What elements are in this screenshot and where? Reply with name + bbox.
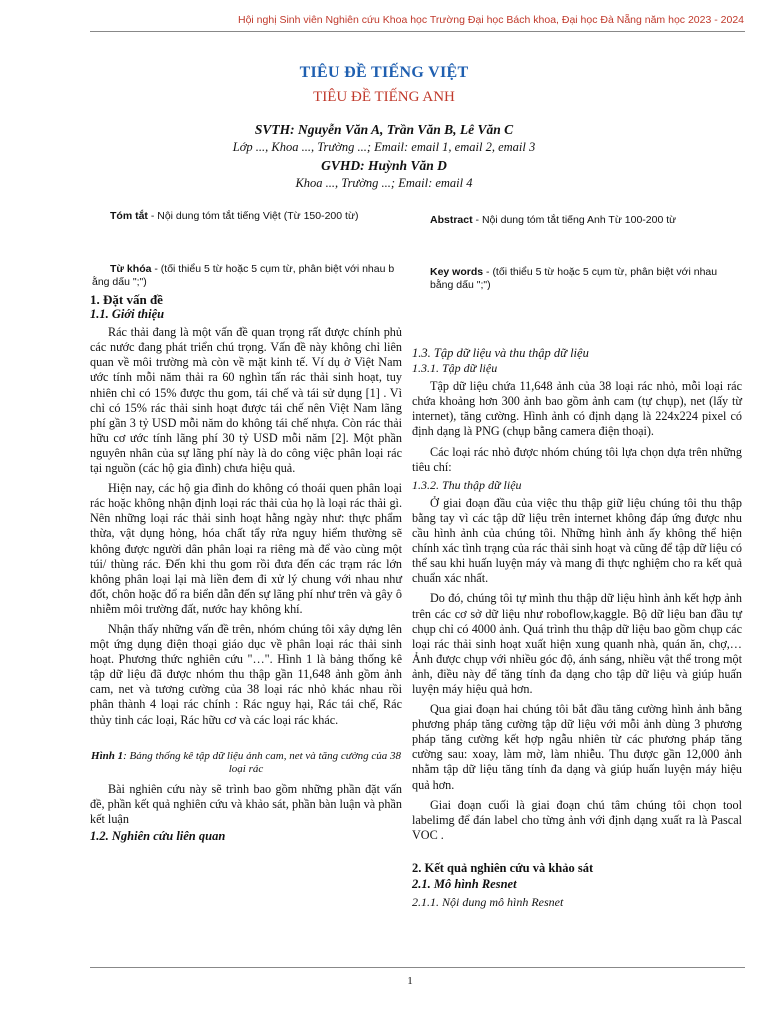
keywords-en [412, 266, 742, 292]
left-column [90, 292, 402, 844]
keywords-en-label: Key words [430, 266, 484, 278]
keywords-en-text: - (tối thiểu 5 từ hoặc 5 cụm từ, phân biệt với nhau [483, 266, 718, 278]
left-paragraph-2: Hiện nay, các hộ gia đình do không có thoái quen phân loại rác hoặc không nhận định loại rác thải của họ là loại rác thải gì. Nên những loại rác thải sinh hoạt hằng ngày như: thực phẩm thừa, vật dụng hỏng, hóa chất tẩy rửa nguy hiểm thường sẽ không được người dân phân loại ra riêng mà để vào cùng một túi/ thùng rác. Đến khi thu gom rồi đưa đến các trạm rác lớn không phân loại lại mà liền đem đi xử lý chung với nhau như đốt, chôn hoặc đổ ra biển dẫn đến sự lãng phí như trên và gây ô nhiễm môi trường đất, nước hay không khí. [90, 481, 402, 616]
right-paragraph-6: Giai đoạn cuối là giai đoạn chú tâm chúng tôi chọn tool labelimg để đán label cho từng ảnh với định dạng xuất ra là Pascal VOC . [412, 797, 742, 842]
abstract-en-text: - Nội dung tóm tắt tiếng Anh Từ 100-200 từ [472, 214, 677, 226]
right-paragraph-3: Ở giai đoạn đầu của việc thu thập giữ liệu chúng tôi thu thập bằng tay vì các tập dữ liệu trên internet không đáp ứng được nhu cầu hình ảnh của chúng tôi. Những hình ảnh ấy không thể hiện chính xác tình trạng của rác thải sinh hoạt và cũng để tập dữ liệu có thể sau khi huấn luyện máy và mang đi thực nghiệm cho ra kết quả chuẩn xác nhất. [412, 495, 742, 586]
right-paragraph-1: Tập dữ liệu chứa 11,648 ảnh của 38 loại rác nhỏ, mỗi loại rác chứa khoảng hơn 300 ảnh bao gồm ảnh cam (tự chụp), net (lấy từ internet), tăng cường. Hình ảnh có định dạng là 224x224 pixel có định dạng là PNG (chụp bằng camera điện thoại). [412, 379, 742, 439]
heading-1-3-1: 1.3.1. Tập dữ liệu [412, 361, 498, 376]
keywords-en-line2: bằng dấu ";") [430, 279, 491, 291]
heading-2-1: 2.1. Mô hình Resnet [412, 877, 517, 891]
keywords-vi-label: Từ khóa [110, 263, 152, 275]
figure-1-label: Hình 1 [91, 749, 124, 762]
heading-2-1-1: 2.1.1. Nội dung mô hình Resnet [412, 895, 564, 910]
heading-1-1: 1.1. Giới thiệu [90, 307, 165, 322]
abstract-en-label: Abstract [430, 214, 473, 226]
header-rule [90, 31, 745, 32]
abstract-vi-label: Tóm tắt [110, 210, 148, 222]
heading-1-2: 1.2. Nghiên cứu liên quan [90, 828, 226, 843]
right-paragraph-4: Do đó, chúng tôi tự mình thu thập dữ liệu hình ảnh kết hợp ảnh trên các cơ sở dữ liệu như roboflow,kaggle. Bộ dữ liệu ban đầu tự chụp chỉ có 4000 ảnh. Quá trình thu thập dữ liệu bao gồm chụp các loại rác thải sinh hoạt xuất hiện xung quanh nhà, quán ăn, chợ,…Ảnh được chụp với nhiều góc độ, ánh sáng, nhiều vật thể trong một ảnh, điều này để tăng tính đa dạng cho tập dữ liệu và giúp huấn luyện máy hiệu quả hơn. [412, 591, 742, 696]
heading-1-3-2: 1.3.2. Thu thập dữ liệu [412, 477, 522, 492]
heading-1: 1. Đặt vấn đề [90, 292, 163, 307]
title-vietnamese: TIÊU ĐỀ TIẾNG VIỆT [299, 64, 469, 81]
keywords-vi [92, 263, 412, 289]
running-header: Hội nghị Sinh viên Nghiên cứu Khoa học Trường Đại học Bách khoa, Đại học Đà Nẵng năm học 2023 - 2024 [238, 14, 744, 26]
abstract-vi [110, 210, 410, 223]
left-paragraph-3: Nhận thấy những vấn đề trên, nhóm chúng tôi xây dựng lên một ứng dụng điện thoại giáo dục về phân loại rác thải sinh hoạt. Phương thức nghiên cứu "…". Hình 1 là bảng thống kê tập dữ liệu đã được nhóm thu thập gần 11,648 ảnh gồm ảnh cam, net và tương cường của 38 loại rác nhỏ khác nhau rồi phân thành 4 loại rác chính : Rác nguy hại, Rác tái chế, Rác thủy tinh các loại, Rác hữu cơ và các loại rác khác. [90, 621, 402, 727]
author-affiliation: Lớp ..., Khoa ..., Trường ...; Email: email 1, email 2, email 3 [232, 140, 536, 154]
right-column [412, 346, 742, 910]
keywords-vi-text: - (tối thiểu 5 từ hoặc 5 cụm từ, phân biệt với nhau b [151, 263, 395, 275]
title-english: TIÊU ĐỀ TIẾNG ANH [313, 89, 455, 105]
heading-1-3: 1.3. Tập dữ liệu và thu thập dữ liệu [412, 346, 589, 360]
keywords-vi-line2: ằng dấu ";") [92, 276, 147, 288]
advisor: GVHD: Huỳnh Văn D [321, 158, 447, 173]
right-paragraph-5: Qua giai đoạn hai chúng tôi bắt đầu tăng cường hình ảnh bằng phương pháp tăng cường tập dữ liệu với mỗi ảnh dùng 3 phương pháp tăng cường kết hợp ngẫu nhiên từ các phương pháp tăng cường sau: xoay, làm mờ, làm nhiễu. Thu được gần 12,000 ảnh nhằm tập dữ liệu tăng tính đa dạng và giúp huấn luyện máy hiệu quả hơn. [412, 702, 742, 792]
left-paragraph-1: Rác thải đang là một vấn đề quan trọng rất được chính phủ các nước đang phát triển chú trọng. Vấn đề này không chỉ liên quan về môi trường mà còn về mặt kinh tế. Ví dụ ở Việt Nam ước tính mỗi năm thải ra 60 nghìn tấn rác thải sinh hoạt, tuy nhiên chỉ có 15% được thu gom, tái chế và tái sử dụng [1] . Vì chỉ có 15% rác thải sinh hoạt được tái chế nên Việt Nam lãng phí gần 3 tỷ USD mỗi năm do không tái chế nhựa. Còn rác thải hữu cơ ước tính lãng phí 30 tỷ USD mỗi năm [2]. Một phần nguyên nhân của sự lãng phí này là do công việc phân loại rác tại nguồn (các hộ gia đình) chưa hiệu quả. [90, 325, 402, 476]
right-paragraph-2: Các loại rác nhỏ được nhóm chúng tôi lựa chọn dựa trên những tiêu chí: [412, 444, 742, 474]
abstract-vi-text: - Nội dung tóm tắt tiếng Việt (Từ 150-200 từ) [147, 210, 359, 222]
advisor-affiliation: Khoa ..., Trường ...; Email: email 4 [295, 176, 473, 190]
figure-1-caption [90, 750, 402, 776]
page-number: 1 [407, 975, 413, 987]
footer-rule [90, 967, 745, 968]
heading-2: 2. Kết quả nghiên cứu và khảo sát [412, 860, 594, 875]
abstract-en [430, 214, 730, 227]
left-paragraph-4: Bài nghiên cứu này sẽ trình bao gồm những phần đặt vấn đề, phần kết quả nghiên cứu và khảo sát, phần bàn luận và phần kết luận [90, 781, 402, 826]
figure-1-text: : Bảng thống kê tập dữ liệu ảnh cam, net và tăng cường của 38 loại rác [123, 749, 401, 775]
authors: SVTH: Nguyễn Văn A, Trần Văn B, Lê Văn C [254, 122, 514, 137]
